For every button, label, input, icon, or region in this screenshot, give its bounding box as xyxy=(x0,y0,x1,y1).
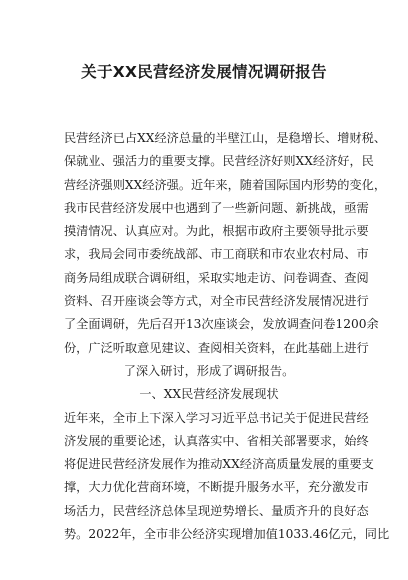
paragraph-line: 求，我局会同市委统战部、市工商联和市农业农村局、市 xyxy=(64,247,369,262)
paragraph-line: 我市民营经济发展中也遇到了一些新问题、新挑战，亟需 xyxy=(64,200,369,215)
document-body xyxy=(64,127,390,546)
paragraph-line: 商务局组成联合调研组，采取实地走访、问卷调查、查阅 xyxy=(64,270,369,285)
paragraph-line: 将促进民营经济发展作为推动XX经济高质量发展的重要支 xyxy=(64,457,374,472)
paragraph-line: 保就业、强活力的重要支撑。民营经济好则XX经济好，民 xyxy=(64,154,374,169)
document-title: 关于XX民营经济发展情况调研报告 xyxy=(81,63,327,81)
paragraph-line: 一、XX民营经济发展现状 xyxy=(139,387,279,402)
paragraph-line: 资料、召开座谈会等方式，对全市民营经济发展情况进行 xyxy=(64,294,369,309)
paragraph-line: 营经济强则XX经济强。近年来，随着国际国内形势的变化， xyxy=(64,177,387,192)
paragraph-line: 势。2022年，全市非公经济实现增加值1033.46亿元，同比 xyxy=(64,527,390,542)
paragraph-line: 济发展的重要论述，认真落实中、省相关部署要求，始终 xyxy=(64,433,369,448)
paragraph-line: 摸清情况、认真应对。为此，根据市政府主要领导批示要 xyxy=(64,224,369,239)
paragraph-line: 了深入研讨，形成了调研报告。 xyxy=(123,363,295,378)
paragraph-line: 撑，大力优化营商环境，不断提升服务水平，充分激发市 xyxy=(64,480,369,495)
paragraph-line: 近年来，全市上下深入学习习近平总书记关于促进民营经 xyxy=(64,410,369,425)
paragraph-line: 了全面调研，先后召开13次座谈会，发放调查问卷1200余 xyxy=(64,317,379,332)
paragraph-line: 份，广泛听取意见建议、查阅相关资料，在此基础上进行 xyxy=(64,340,369,355)
paragraph-line: 民营经济已占XX经济总量的半壁江山，是稳增长、增财税、 xyxy=(64,131,387,145)
paragraph-line: 场活力，民营经济总体呈现逆势增长、量质齐升的良好态 xyxy=(64,503,369,518)
